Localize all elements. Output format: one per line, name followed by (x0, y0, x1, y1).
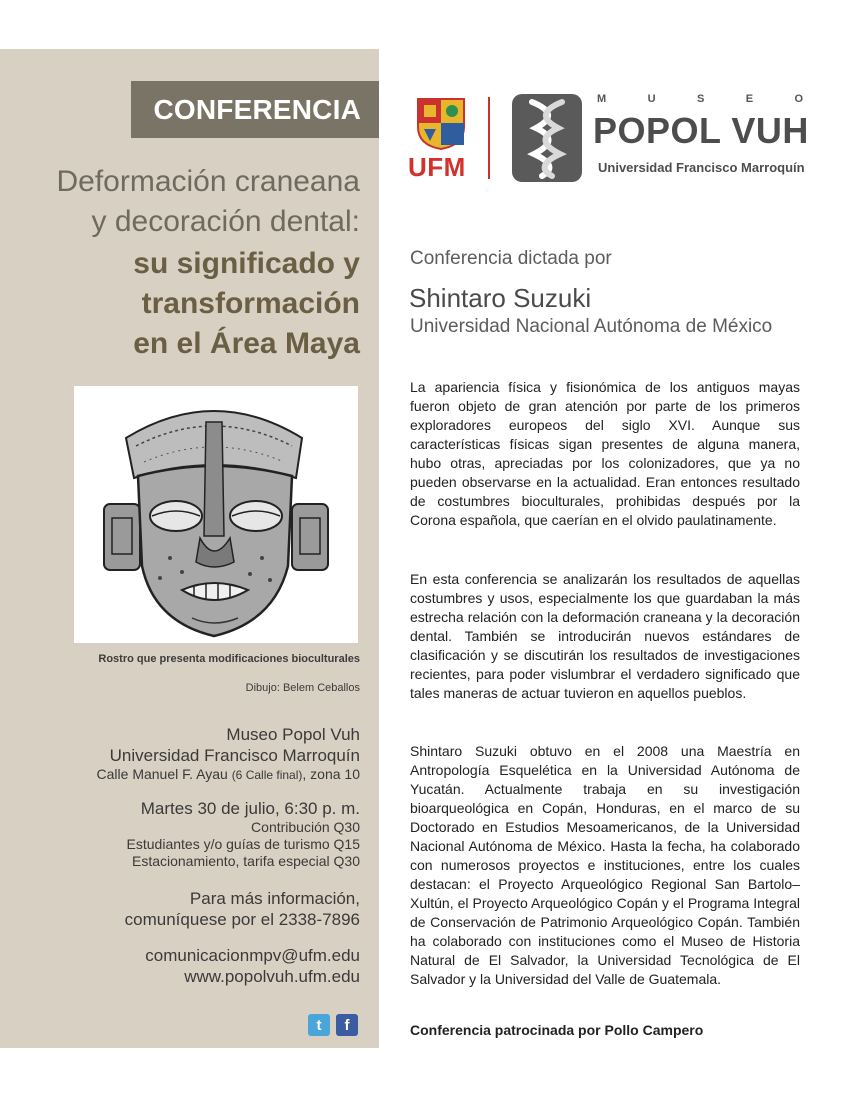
title-line: en el Área Maya (133, 327, 360, 360)
speaker-university: Universidad Nacional Autónoma de México (410, 316, 773, 337)
figure-caption: Rostro que presenta modificaciones bioculturales (98, 653, 360, 665)
title-line: Deformación craneana (56, 165, 360, 198)
museo-letter: E (745, 93, 754, 105)
title-line: y decoración dental: (91, 205, 360, 238)
lecture-intro: Conferencia dictada por (410, 248, 612, 269)
popol-vuh-knot-icon (512, 94, 582, 182)
talk-title-light (0, 162, 360, 242)
event-contribution: Contribución Q30 (251, 819, 360, 835)
venue-university: Universidad Francisco Marroquín (109, 746, 360, 765)
twitter-icon[interactable]: t (308, 1014, 330, 1036)
museo-name: POPOL VUH (593, 110, 809, 151)
venue-name: Museo Popol Vuh (226, 725, 360, 744)
mask-illustration (74, 386, 358, 643)
more-info-line: Para más información, (189, 889, 360, 908)
ufm-shield-icon (416, 97, 466, 151)
title-line: transformación (141, 287, 360, 320)
venue-address (97, 766, 360, 784)
figure-credit: Dibujo: Belem Ceballos (245, 682, 360, 694)
contact-block (145, 945, 360, 987)
phone-line: comuníquese por el 2338-7896 (124, 910, 360, 929)
address-street: Calle Manuel F. Ayau (96, 766, 232, 782)
contact-website[interactable]: www.popolvuh.ufm.edu (184, 967, 360, 986)
speaker-name: Shintaro Suzuki (409, 283, 592, 313)
contact-email[interactable]: comunicacionmpv@ufm.edu (145, 946, 360, 965)
museo-letter: O (794, 93, 803, 105)
museo-letter: M (597, 93, 607, 105)
facebook-icon[interactable]: f (336, 1014, 358, 1036)
museo-label (597, 93, 803, 105)
event-parking: Estacionamiento, tarifa especial Q30 (131, 853, 360, 869)
museo-letter: U (647, 93, 656, 105)
conference-banner: CONFERENCIA (131, 81, 379, 138)
museo-university: Universidad Francisco Marroquín (598, 160, 805, 175)
museo-letter: S (696, 93, 705, 105)
event-students: Estudiantes y/o guías de turismo Q15 (126, 836, 360, 852)
event-date: Martes 30 de julio, 6:30 p. m. (140, 799, 360, 818)
social-icons (308, 1014, 358, 1036)
address-note: (6 Calle final) (231, 768, 303, 782)
maya-face-drawing (74, 386, 358, 643)
more-info-block (125, 888, 360, 930)
ufm-logo-text: UFM (408, 152, 466, 182)
paragraph-2: En esta conferencia se analizarán los resultados de aquellas costumbres y usos, especialmente los que guardaban la más estrecha relación con la deformación craneana y la decoración dental. También se introducirán nuevos estándares de clasificación y se discutirán los resultados de investigaciones recientes, para poder vislumbrar el verdadero significado que tales maneras de actuar tuvieron en aquellos pueblos. (410, 571, 800, 701)
paragraph-1: La apariencia física y fisionómica de los antiguos mayas fueron objeto de gran atención por parte de los primeros exploradores europeos del siglo XVI. Aunque sus características físicas sigan presentes de alguna manera, hubo otras, apreciadas por los colonizadores, que ya no pueden observarse en la actualidad. Eran entonces resultado de costumbres bioculturales, prohibidas después por la Corona española, que caerían en el olvido paulatinamente. (410, 379, 800, 528)
talk-title-bold (0, 244, 360, 364)
event-block (127, 798, 360, 870)
paragraph-3: Shintaro Suzuki obtuvo en el 2008 una Maestría en Antropología Esquelética en la Universidad Autónoma de Yucatán. Actualmente trabaja en su investigación bioarqueológica en Copán, Honduras, en el marco de su Doctorado en Estudios Mesoamericanos, de la Universidad Nacional Autónoma de México. Hasta la fecha, ha colaborado con numerosos proyectos e instituciones, entre los cuales destacan: el Proyecto Arqueológico Regional San Bartolo–Xultún, el Proyecto Arqueológico Copán y el Programa Integral de Conservación de Patrimonio Arqueológico Copán. También ha colaborado con instituciones como el Museo de Historia Natural de El Salvador, la Universidad Tecnológica de El Salvador y la Universidad del Valle de Guatemala. (410, 743, 800, 987)
title-line: su significado y (133, 247, 360, 280)
sponsor-line: Conferencia patrocinada por Pollo Campero (410, 1022, 704, 1038)
logo-divider (488, 97, 490, 179)
venue-block (97, 724, 360, 784)
address-zone: , zona 10 (302, 766, 360, 782)
